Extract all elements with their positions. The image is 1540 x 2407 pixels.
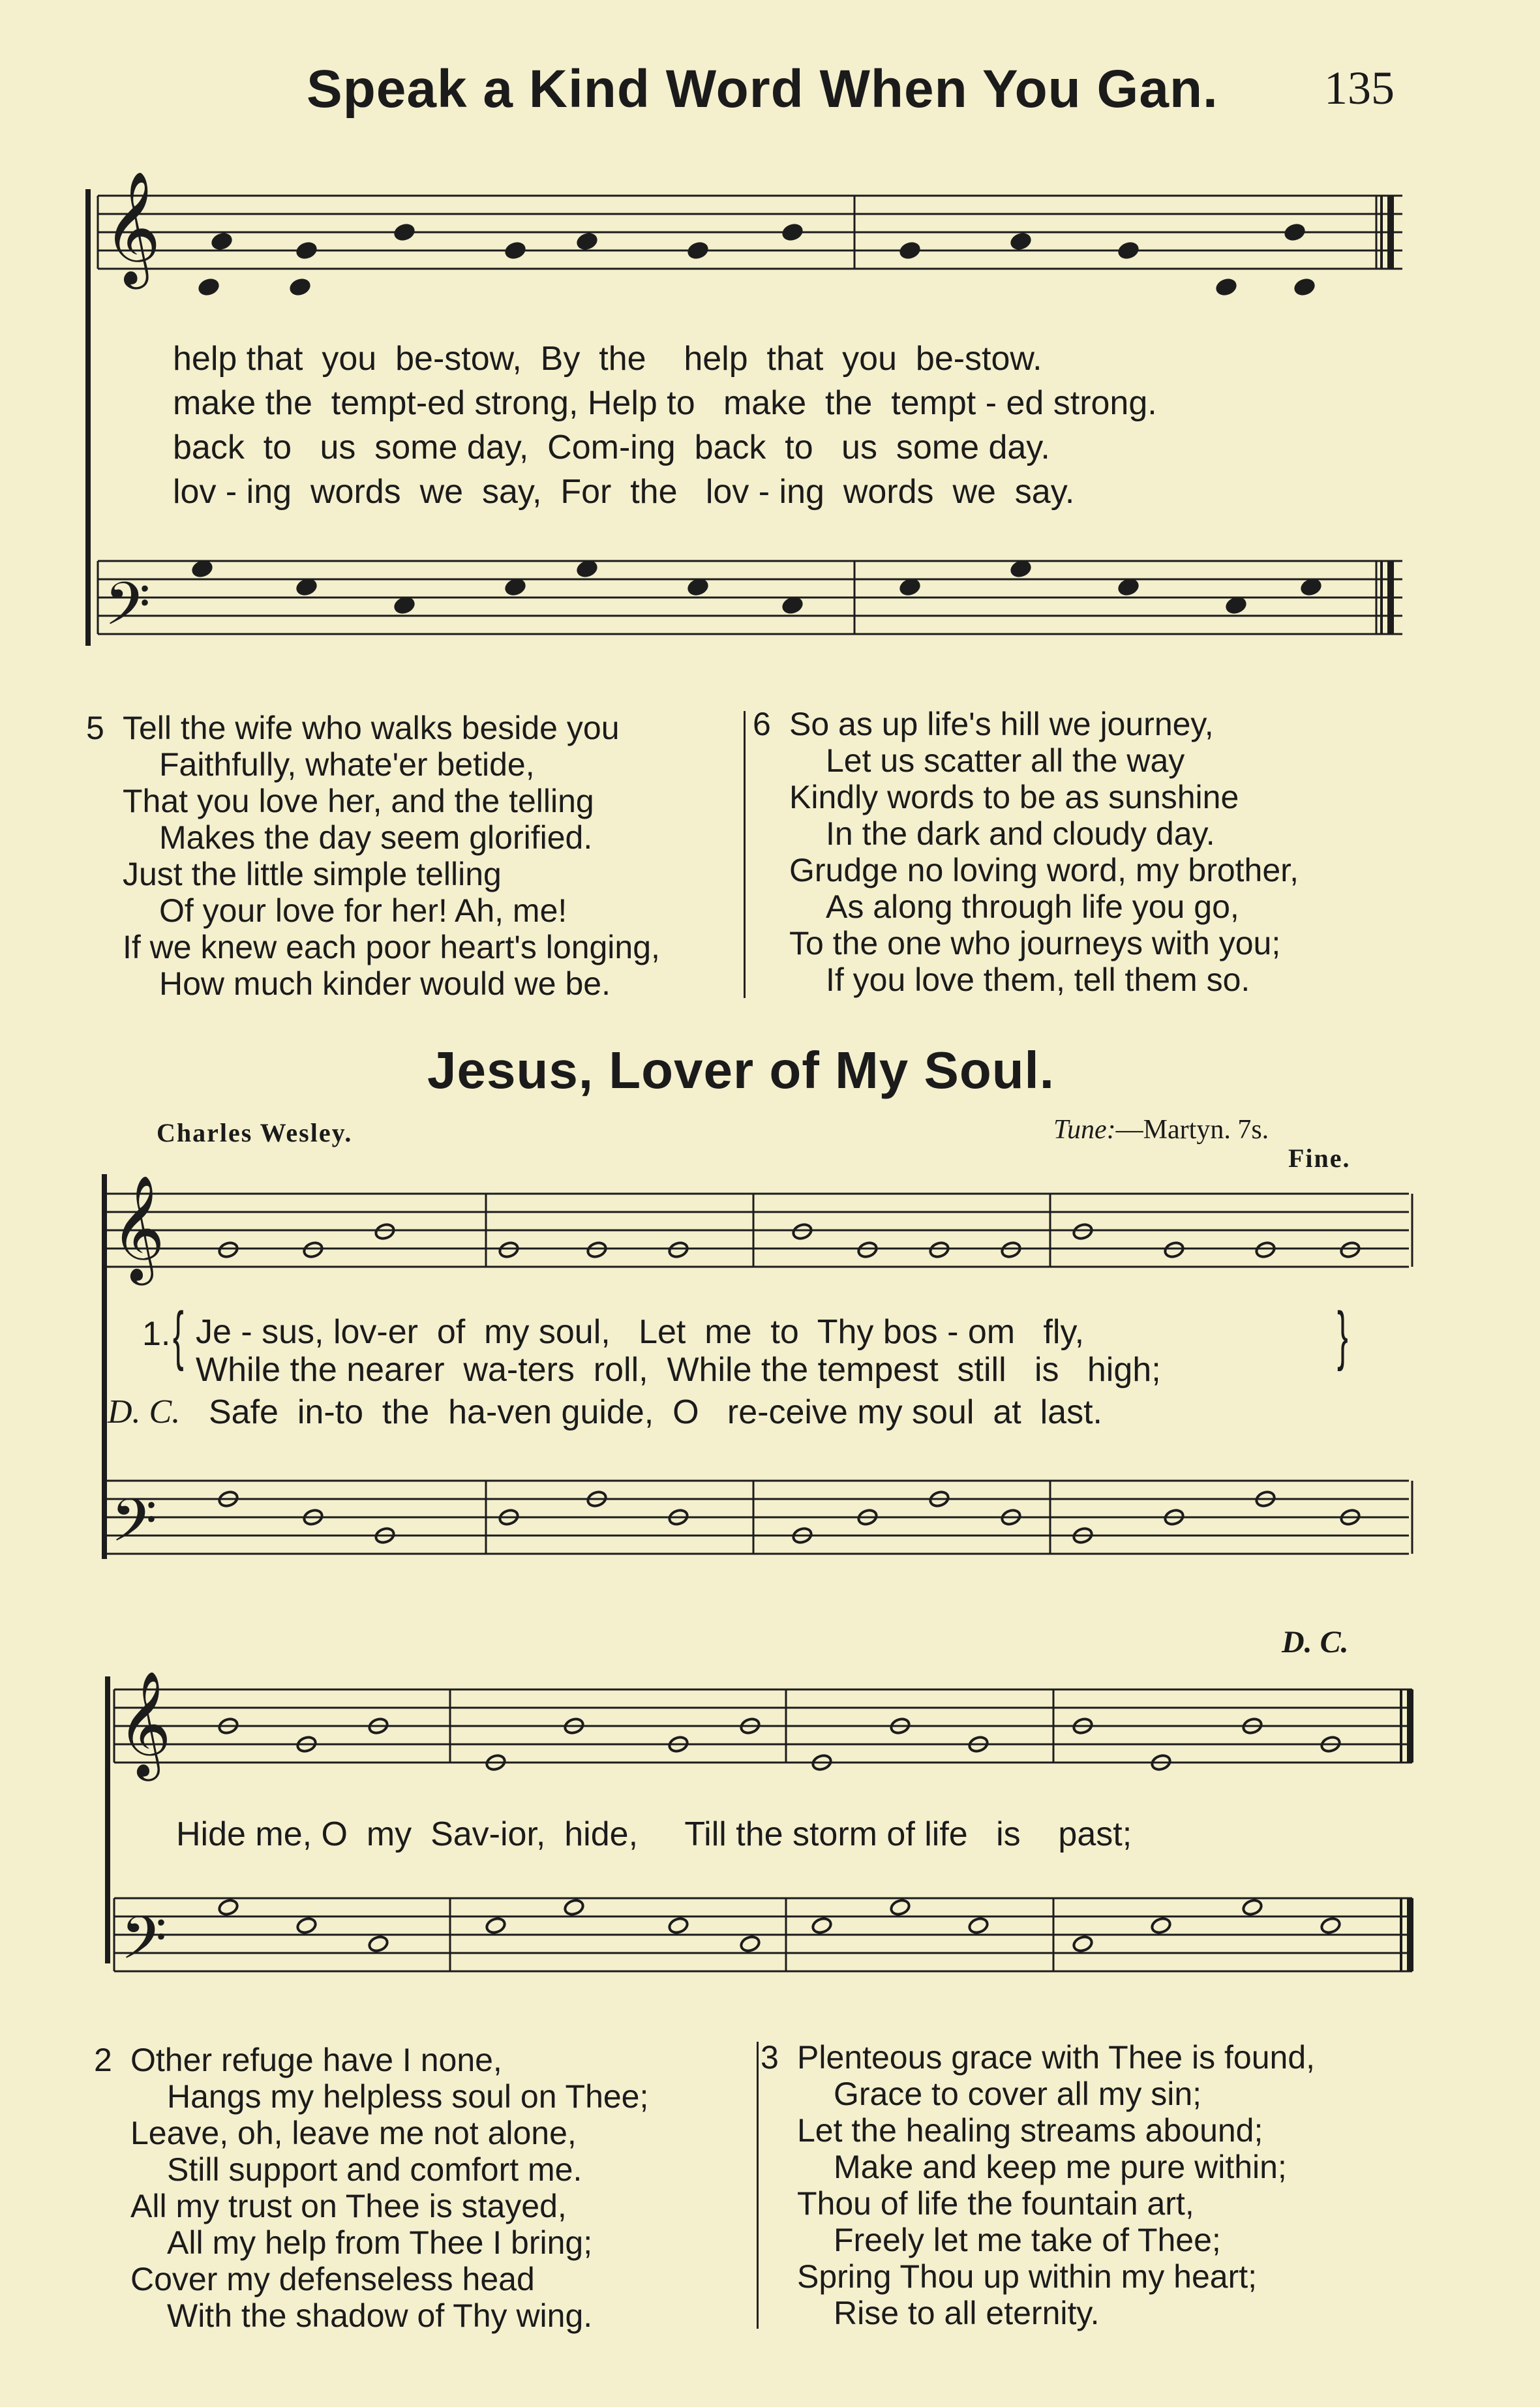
verse-line: Faithfully, whate'er betide, (159, 746, 535, 783)
verse-line: Plenteous grace with Thee is found, (797, 2039, 1316, 2076)
tune-label: Tune: (1053, 1115, 1116, 1145)
page-number: 135 (1324, 62, 1395, 114)
note-head (687, 578, 708, 596)
note-head (485, 1916, 506, 1935)
verse-line: With the shadow of Thy wing. (167, 2297, 593, 2334)
note-head (295, 241, 317, 260)
note-head (1163, 1241, 1185, 1259)
verse-line: To the one who journeys with you; (789, 925, 1281, 961)
verse-line: Grace to cover all my sin; (834, 2076, 1202, 2112)
note-head (367, 1935, 389, 1953)
note-head (1215, 278, 1237, 296)
note-head (1339, 1241, 1361, 1259)
note-head (295, 578, 317, 596)
verse-divider (757, 2042, 759, 2329)
verse-line: Kindly words to be as sunshine (789, 779, 1239, 815)
verse-line: Spring Thou up within my heart; (797, 2258, 1258, 2295)
note-head (586, 1241, 607, 1259)
hymn1-lyric-line-1: help that you be-stow, By the help that you be-stow. (173, 340, 1042, 378)
verse1-number: 1. (142, 1315, 171, 1353)
note-head (504, 241, 526, 260)
hymn2-lyric-line-3: Safe in-to the ha-ven guide, O re-ceive my soul at last. (209, 1393, 1102, 1431)
verse-line: All my trust on Thee is stayed, (130, 2188, 567, 2224)
lyric-brace-right: } (1337, 1299, 1348, 1372)
hymn1-lyric-line-2: make the tempt-ed strong, Help to make the tempt - ed strong. (173, 384, 1157, 422)
verse-line: Grudge no loving word, my brother, (789, 852, 1299, 888)
note-head (1241, 1898, 1263, 1916)
note-head (289, 278, 310, 296)
verse-line: Let us scatter all the way (826, 742, 1185, 779)
note-head (576, 560, 597, 578)
lyric-brace-left: { (173, 1299, 184, 1372)
note-head (374, 1222, 395, 1241)
verse-divider (744, 711, 746, 998)
hymn2-lyric-line-2: While the nearer wa-ters roll, While the tempest still is high; (196, 1351, 1161, 1389)
verse-line: Tell the wife who walks beside you (123, 710, 620, 746)
verse-line: As along through life you go, (826, 888, 1239, 925)
hymn2-lyric-line-1: Je - sus, lov-er of my soul, Let me to Thy bos - om fly, (196, 1313, 1085, 1351)
verse-line: Other refuge have I none, (130, 2042, 502, 2078)
verse-line: Make and keep me pure within; (834, 2149, 1287, 2185)
verse-line: How much kinder would we be. (159, 965, 611, 1002)
verse-line: Makes the day seem glorified. (159, 819, 593, 856)
verse-line: So as up life's hill we journey, (789, 706, 1214, 742)
bass-clef-icon: 𝄢 (121, 1903, 167, 1987)
note-head (856, 1241, 878, 1259)
verse-line: Thou of life the fountain art, (797, 2185, 1194, 2222)
note-head (576, 232, 597, 250)
hymn2-verse-2 (94, 2042, 649, 2334)
note-head (667, 1916, 689, 1935)
note-head (1000, 1241, 1021, 1259)
hymn2-title: Jesus, Lover of My Soul. (427, 1041, 1055, 1099)
note-head (1072, 1935, 1093, 1953)
verse-line: Rise to all eternity. (834, 2295, 1100, 2331)
note-head (781, 596, 803, 614)
hymn2-tune (1053, 1114, 1269, 1145)
note-head (1225, 596, 1246, 614)
verse-line: If we knew each poor heart's longing, (123, 929, 660, 965)
note-head (563, 1898, 584, 1916)
treble-clef-icon: 𝄞 (117, 1671, 172, 1777)
note-head (302, 1241, 324, 1259)
note-head (504, 578, 526, 596)
hymn1-verse-5 (86, 710, 660, 1002)
verse-line: Still support and comfort me. (167, 2151, 582, 2188)
verse-line: Of your love for her! Ah, me! (159, 892, 567, 929)
bass-clef-icon: 𝄢 (111, 1486, 157, 1569)
note-head (1300, 578, 1321, 596)
note-head (1117, 241, 1139, 260)
verse-number: 5 (86, 710, 104, 746)
note-head (739, 1935, 761, 1953)
verse-line: Cover my defenseless head (130, 2261, 535, 2297)
note-head (217, 1241, 239, 1259)
note-head (967, 1916, 989, 1935)
dc-marking: D. C. (1282, 1625, 1349, 1659)
hymn2-refrain-lyric: Hide me, O my Sav-ior, hide, Till the storm of life is past; (176, 1815, 1132, 1853)
note-head (899, 241, 920, 260)
treble-clef-icon: 𝄞 (103, 171, 161, 284)
verse-number: 2 (94, 2042, 112, 2078)
verse-line: If you love them, tell them so. (826, 961, 1250, 998)
note-head (211, 232, 232, 250)
verse-line: Hangs my helpless soul on Thee; (167, 2078, 649, 2115)
note-head (1320, 1916, 1341, 1935)
note-head (811, 1916, 832, 1935)
verse-line: All my help from Thee I bring; (167, 2224, 593, 2261)
note-head (1010, 232, 1031, 250)
hymn1-verse-6 (753, 706, 1299, 998)
note-head (217, 1898, 239, 1916)
note-head (198, 278, 219, 296)
verse-line: Leave, oh, leave me not alone, (130, 2115, 577, 2151)
verse-line: Just the little simple telling (123, 856, 502, 892)
hymn2-author: Charles Wesley. (157, 1118, 353, 1147)
note-head (1293, 278, 1315, 296)
tune-name: —Martyn. 7s. (1115, 1115, 1269, 1145)
note-head (687, 241, 708, 260)
note-head (191, 560, 213, 578)
note-head (1072, 1222, 1093, 1241)
page-title: Speak a Kind Word When You Gan. (307, 59, 1218, 119)
verse-line: Freely let me take of Thee; (834, 2222, 1221, 2258)
note-head (889, 1898, 911, 1916)
note-head (667, 1241, 689, 1259)
note-head (791, 1222, 813, 1241)
hymn1-lyric-line-4: lov - ing words we say, For the lov - ing words we say. (173, 473, 1075, 511)
note-head (295, 1916, 317, 1935)
hymn1-lyric-line-3: back to us some day, Com-ing back to us some day. (173, 429, 1050, 466)
verse-line: Let the healing streams abound; (797, 2112, 1263, 2149)
note-head (1150, 1916, 1171, 1935)
treble-clef-icon: 𝄞 (111, 1175, 165, 1281)
fine-marking: Fine. (1288, 1143, 1351, 1173)
note-head (393, 596, 415, 614)
note-head (1254, 1241, 1276, 1259)
dc-label: D. C. (108, 1393, 181, 1431)
verse-line: In the dark and cloudy day. (826, 815, 1215, 852)
note-head (1010, 560, 1031, 578)
verse-line: That you love her, and the telling (123, 783, 594, 819)
note-head (393, 223, 415, 241)
note-head (781, 223, 803, 241)
bass-clef-icon: 𝄢 (104, 569, 151, 653)
verse-number: 6 (753, 706, 771, 742)
note-head (899, 578, 920, 596)
note-head (498, 1241, 519, 1259)
verse-number: 3 (761, 2039, 779, 2076)
note-head (1284, 223, 1305, 241)
hymn2-verse-3 (761, 2039, 1316, 2331)
note-head (1117, 578, 1139, 596)
note-head (928, 1241, 950, 1259)
